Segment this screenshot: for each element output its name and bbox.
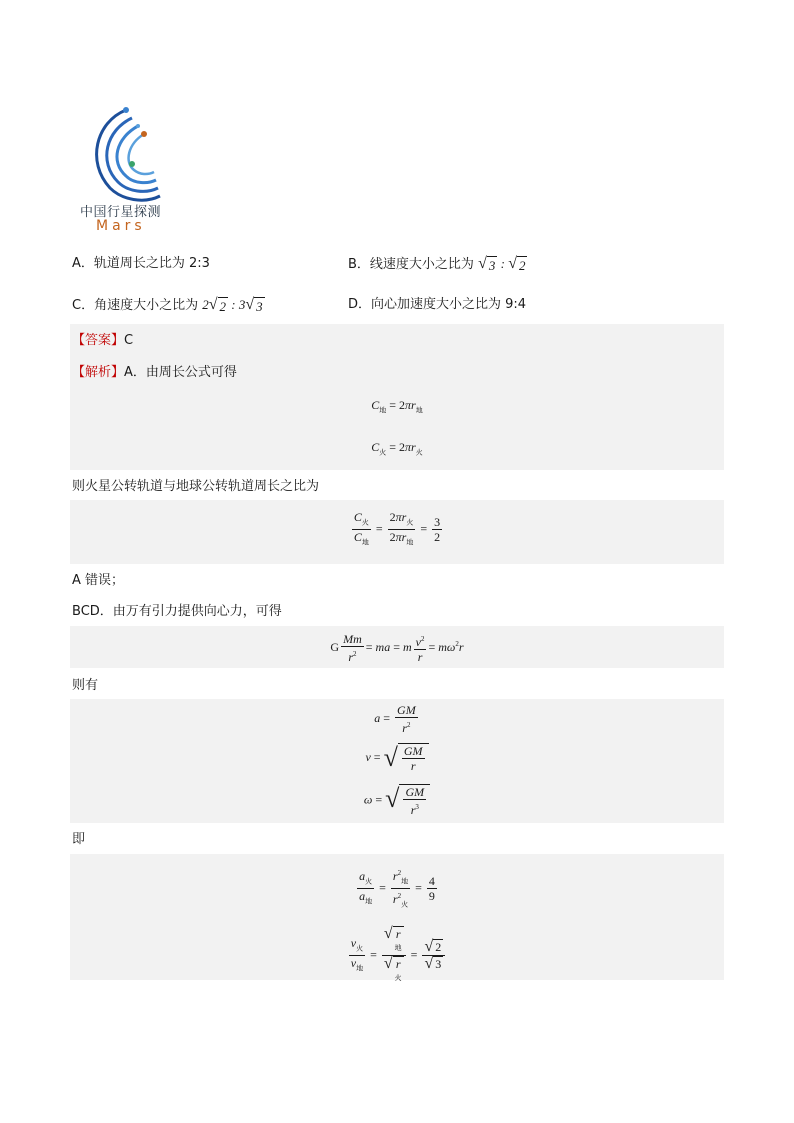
bcd-intro-text: BCD．由万有引力提供向心力，可得 [72, 604, 282, 619]
equation-mars-circumference: $C_火 = 2\pi r_火$ [371, 440, 423, 457]
equation-acceleration: a = $\frac{GM}{r^2}$ [374, 703, 416, 735]
option-b [348, 255, 527, 275]
answer-label: 【答案】 [72, 333, 125, 348]
option-c-ratio: 2 √ 2 : 3 √ 3 [202, 295, 263, 314]
option-c-text: C．角速度大小之比为 [72, 298, 199, 313]
ratio-intro: 则火星公转轨道与地球公转轨道周长之比为 [72, 479, 320, 494]
analysis-label: 【解析】 [72, 365, 125, 380]
option-c [72, 296, 265, 316]
logo-chinese-text: 中国行星探测 [80, 205, 162, 220]
then-text: 则有 [72, 678, 99, 693]
equation-velocity-ratio: $\frac{v_火}{v_地}$ = √ r 地 √ r 火 = √ 2 √ 3 [0, 926, 794, 985]
equation-circumference-ratio: $\frac{C_火}{C_地}$ = $\frac{2\pi r_火}{2\pi r_地}$ = $\frac{3}{2}$ [353, 510, 441, 547]
equation-acceleration-ratio: $\frac{a_火}{a_地}$ = $\frac{r^2_地}{r^2_火}$ = $\frac{4}{9}$ [0, 866, 794, 912]
hence-text: 即 [72, 832, 86, 847]
option-d: D．向心加速度大小之比为 9:4 [348, 297, 527, 312]
equation-angular-velocity: ω = √ $\frac{GM}{r^3}$ [0, 784, 794, 817]
logo-english-text: Mars [96, 218, 146, 234]
analysis-a-intro: A．由周长公式可得 [124, 365, 237, 380]
option-b-text: B．线速度大小之比为 [348, 257, 474, 272]
a-wrong-text: A 错误； [72, 573, 125, 588]
equation-velocity: v = √ $\frac{GM}{r}$ [0, 743, 794, 773]
option-b-ratio: √ 3 : √ 2 [478, 254, 526, 273]
equation-earth-circumference: $C_地 = 2\pi r_地$ [371, 398, 423, 415]
analysis-line [72, 364, 237, 382]
equation-gravity: G $\frac{Mm}{r^2}$ = ma = m $\frac{v^2}{r}$ = $m\omega^2r$ [330, 632, 464, 664]
answer-line [72, 332, 133, 350]
option-a: A．轨道周长之比为 2:3 [72, 256, 210, 271]
answer-value: C [124, 333, 134, 348]
